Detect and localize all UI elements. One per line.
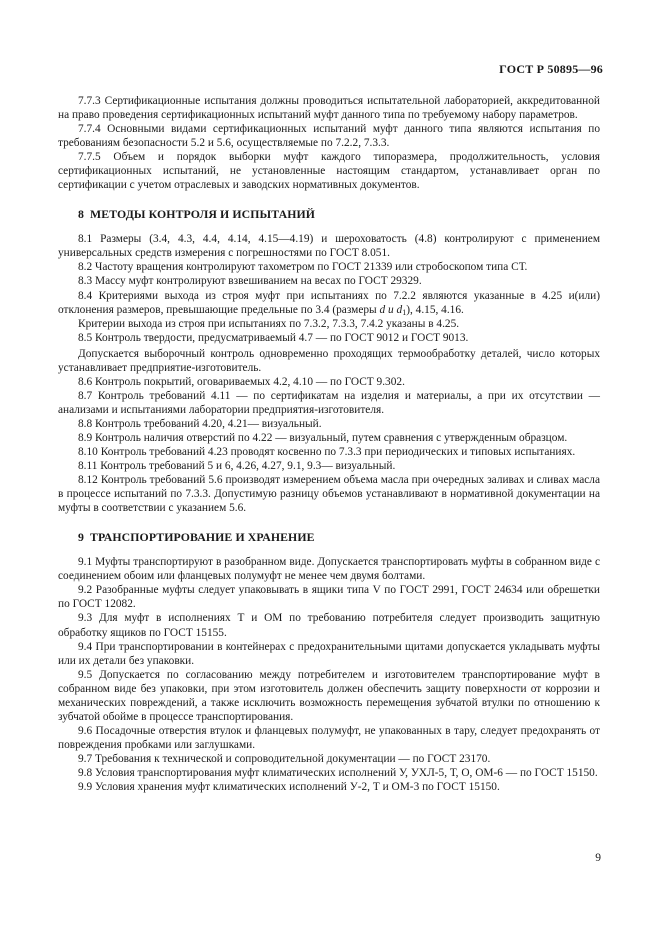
paragraph-7-7-5: 7.7.5 Объем и порядок выборки муфт каждого типоразмера, продолжительность, условия сертификационных испытаний, не установленные настоящим стандартом, устанавливает орган по сертификации с учетом отраслевых и заводских нормативных документов. [58, 151, 600, 192]
paragraph-9-8: 9.8 Условия транспортирования муфт климатических исполнений У, УХЛ-5, Т, О, ОМ-6 — по ГОСТ 15150. [78, 766, 598, 779]
paragraph-8-8: 8.8 Контроль требований 4.20, 4.21— визуальный. [78, 417, 322, 430]
variable-d1-subscript: 1 [402, 307, 407, 317]
variable-d: d [379, 303, 386, 316]
section-8-number: 8 [78, 207, 84, 222]
paragraph-8-2: 8.2 Частоту вращения контролируют тахометром по ГОСТ 21339 или стробоскопом типа СТ. [78, 261, 528, 274]
section-8-title: МЕТОДЫ КОНТРОЛЯ И ИСПЫТАНИЙ [90, 207, 316, 222]
paragraph-8-7: 8.7 Контроль требований 4.11 — по сертификатам на изделия и материалы, а при их отсутствии — анализами и испытаниями лаборатории предприятия-изготовителя. [58, 389, 600, 416]
paragraph-7-7-4: 7.7.4 Основными видами сертификационных испытаний муфт данного типа являются испытания по требованиям безопасности 5.2 и 5.6, осуществляемые по 7.2.2, 7.3.3. [58, 123, 600, 150]
paragraph-9-4: 9.4 При транспортировании в контейнерах с предохранительными щитами допускается укладывать муфты или их детали без упаковки. [58, 640, 600, 667]
paragraph-8-5-note: Допускается выборочный контроль одновременно проходящих термообработку деталей, число которых устанавливает предприятие-изготовитель. [58, 347, 600, 374]
paragraph-9-5: 9.5 Допускается по согласованию между потребителем и изготовителем транспортирование муфт в собранном виде без упаковки, при этом изготовитель должен обеспечить защиту поверхности от коррозии и механических повреждений, а также исключить возможность перемещения зубчатой втулки по отношению к зубчатой обойме в процессе транспортирования. [58, 668, 600, 723]
paragraph-9-7: 9.7 Требования к технической и сопроводительной документации — по ГОСТ 23170. [78, 752, 491, 765]
paragraph-9-1: 9.1 Муфты транспортируют в разобранном виде. Допускается транспортировать муфты в собранном виде с соединением обоим или фланцевых полумуфт не менее чем двумя болтами. [58, 556, 600, 583]
paragraph-8-4-text-a: 8.4 Критериями выхода из строя муфт при испытаниях по 7.2.2 являются указанные в 4.25 и(или) отклонения размеров, превышающие предельные по 3.4 (размеры [58, 289, 600, 316]
paragraph-8-9: 8.9 Контроль наличия отверстий по 4.22 — визуальный, путем сравнения с утвержденным образцом. [78, 431, 568, 444]
paragraph-8-10: 8.10 Контроль требований 4.23 проводят косвенно по 7.3.3 при периодических и типовых испытаниях. [78, 446, 576, 459]
section-8-heading [58, 207, 600, 221]
paragraph-8-6: 8.6 Контроль покрытий, оговариваемых 4.2, 4.10 — по ГОСТ 9.302. [78, 375, 405, 388]
page-number: 9 [595, 852, 601, 864]
paragraph-9-3: 9.3 Для муфт в исполнениях Т и ОМ по требованию потребителя следует производить защитную обработку ящиков по ГОСТ 15155. [58, 612, 600, 639]
section-9-heading [58, 530, 600, 544]
paragraph-8-4 [58, 289, 600, 317]
paragraph-8-3: 8.3 Массу муфт контролируют взвешиванием на весах по ГОСТ 29329. [78, 275, 422, 288]
paragraph-8-4-text-b: ), 4.15, 4.16. [406, 303, 464, 316]
paragraph-8-5: 8.5 Контроль твердости, предусматриваемый 4.7 — по ГОСТ 9012 и ГОСТ 9013. [78, 331, 469, 344]
section-9-number: 9 [78, 530, 84, 545]
paragraph-9-2: 9.2 Разобранные муфты следует упаковывать в ящики типа V по ГОСТ 2991, ГОСТ 24634 или обрешетки по ГОСТ 12082. [58, 584, 600, 611]
variable-d1: d [396, 303, 403, 316]
section-9-title: ТРАНСПОРТИРОВАНИЕ И ХРАНЕНИЕ [90, 530, 315, 545]
paragraph-8-12: 8.12 Контроль требований 5.6 производят измерением объема масла при очередных заливах и сливах масла в процессе испытаний по 7.3.3. Допустимую разницу объемов устанавливают в нормативной документации на муфты в соответствии с указанием 5.6. [58, 474, 600, 515]
paragraph-8-4-criteria: Критерии выхода из строя при испытаниях по 7.3.2, 7.3.3, 7.4.2 указаны в 4.25. [78, 317, 460, 330]
variable-and: и [388, 303, 394, 316]
paragraph-7-7-3: 7.7.3 Сертификационные испытания должны проводиться испытательной лабораторией, аккредитованной на право проведения сертификационных испытаний муфт данного типа по требуемому набору параметров. [58, 95, 600, 122]
paragraph-9-9: 9.9 Условия хранения муфт климатических исполнений У-2, Т и ОМ-3 по ГОСТ 15150. [78, 781, 500, 794]
document-number-header: ГОСТ Р 50895—96 [499, 62, 603, 76]
paragraph-8-1: 8.1 Размеры (3.4, 4.3, 4.4, 4.14, 4.15—4.19) и шероховатость (4.8) контролируют с применением универсальных средств измерения с погрешностями по ГОСТ 8.051. [58, 233, 600, 260]
paragraph-8-11: 8.11 Контроль требований 5 и 6, 4.26, 4.27, 9.1, 9.3— визуальный. [78, 460, 396, 473]
page-content [58, 94, 600, 794]
paragraph-9-6: 9.6 Посадочные отверстия втулок и фланцевых полумуфт, не упакованных в тару, следует предохранять от повреждения пробками или заглушками. [58, 724, 600, 751]
